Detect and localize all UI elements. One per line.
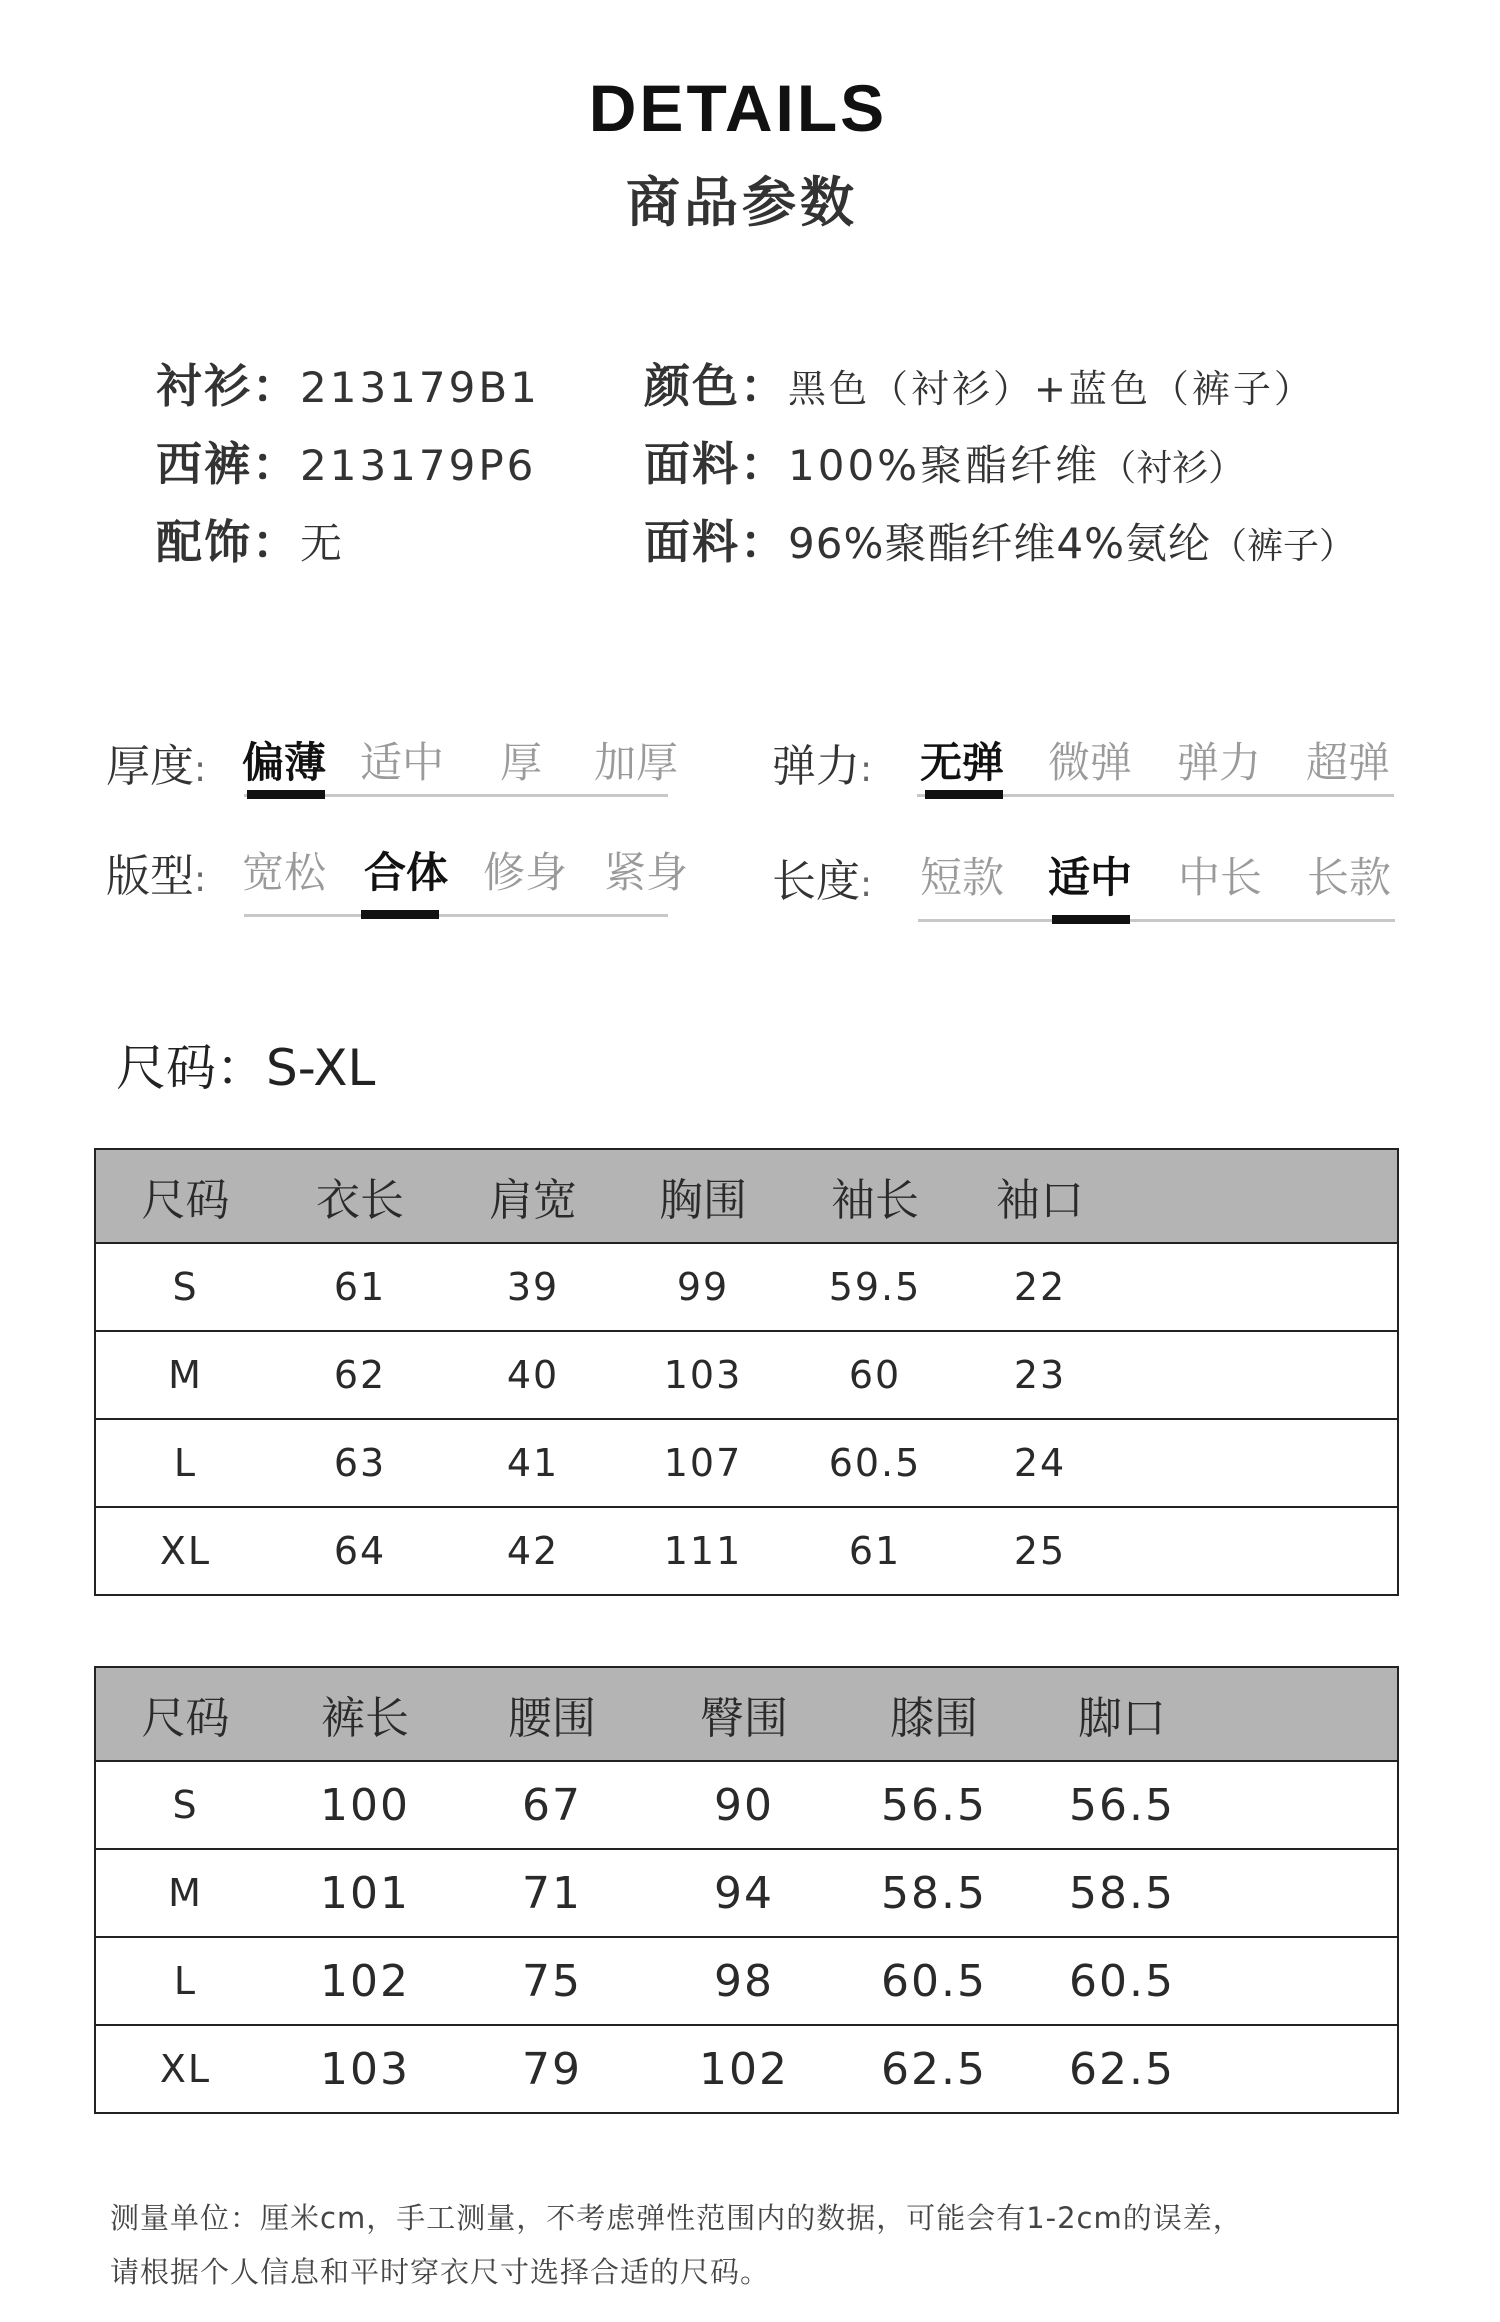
cell: 62.5: [1029, 2025, 1215, 2113]
elasticity-option-stretch: 弹力: [1176, 738, 1261, 787]
elasticity-option-slight: 微弹: [1047, 738, 1132, 787]
cell: 71: [455, 1849, 649, 1937]
table-header-row: [95, 1667, 1398, 1761]
attr-elasticity-label: 弹力:: [772, 741, 873, 792]
cell: 24: [965, 1419, 1115, 1507]
elasticity-option-none: 无弹: [919, 738, 1004, 787]
length-option-long: 长款: [1306, 853, 1391, 902]
cell: 103: [621, 1331, 785, 1419]
shirt-label: 衬衫：: [156, 359, 300, 413]
thickness-selected-marker: [247, 790, 325, 799]
header-cell: 肩宽: [445, 1149, 621, 1243]
cell: 22: [965, 1243, 1115, 1331]
attr-thickness-label: 厚度:: [106, 741, 207, 792]
cell: 41: [445, 1419, 621, 1507]
fabric-pants-note: （裤子）: [1210, 526, 1355, 567]
attr-fit: [106, 840, 706, 930]
cell: 25: [965, 1507, 1115, 1595]
cell-empty: [1215, 1937, 1398, 2025]
cell: 102: [649, 2025, 839, 2113]
fit-option-loose: 宽松: [241, 848, 326, 897]
cell: 107: [621, 1419, 785, 1507]
table-row: [95, 1849, 1398, 1937]
cell: 59.5: [785, 1243, 965, 1331]
header-cell-empty: [1215, 1667, 1398, 1761]
cell: 60: [785, 1331, 965, 1419]
cell-empty: [1215, 1761, 1398, 1849]
cell: 98: [649, 1937, 839, 2025]
header-cell: 脚口: [1029, 1667, 1215, 1761]
cell: L: [95, 1419, 275, 1507]
footnote-line-2: 请根据个人信息和平时穿衣尺寸选择合适的尺码。: [110, 2255, 771, 2289]
header-cell: 袖长: [785, 1149, 965, 1243]
cell: 39: [445, 1243, 621, 1331]
fabric-shirt-label: 面料：: [644, 437, 788, 491]
length-option-short: 短款: [919, 853, 1004, 902]
cell: XL: [95, 1507, 275, 1595]
cell: 90: [649, 1761, 839, 1849]
cell: 79: [455, 2025, 649, 2113]
pants-label: 西裤：: [156, 437, 300, 491]
fit-option-tight: 紧身: [603, 848, 688, 897]
cell: 67: [455, 1761, 649, 1849]
cell: 42: [445, 1507, 621, 1595]
cell-empty: [1115, 1243, 1398, 1331]
cell: 56.5: [839, 1761, 1029, 1849]
header-cell: 袖口: [965, 1149, 1115, 1243]
cell: 61: [785, 1507, 965, 1595]
cell: XL: [95, 2025, 275, 2113]
cell: S: [95, 1761, 275, 1849]
cell: 103: [275, 2025, 455, 2113]
fabric-pants-label: 面料：: [644, 515, 788, 569]
cell: 60.5: [785, 1419, 965, 1507]
cell: 40: [445, 1331, 621, 1419]
thickness-option-thin: 偏薄: [241, 738, 326, 787]
cell-empty: [1115, 1507, 1398, 1595]
cell: 101: [275, 1849, 455, 1937]
cell: 94: [649, 1849, 839, 1937]
table-header-row: [95, 1149, 1398, 1243]
pants-size-table: [94, 1666, 1399, 2114]
cell: 61: [275, 1243, 445, 1331]
cell: 60.5: [839, 1937, 1029, 2025]
footnote-line-1: 测量单位：厘米cm，手工测量，不考虑弹性范围内的数据，可能会有1-2cm的误差，: [110, 2201, 1243, 2235]
header-cell: 腰围: [455, 1667, 649, 1761]
cell: M: [95, 1849, 275, 1937]
fabric-pants-value: 96%聚酯纤维4%氨纶: [788, 519, 1211, 568]
table-row: [95, 1507, 1398, 1595]
cell: 111: [621, 1507, 785, 1595]
cell: 63: [275, 1419, 445, 1507]
header-cell: 臀围: [649, 1667, 839, 1761]
cell: 58.5: [1029, 1849, 1215, 1937]
length-option-mid-long: 中长: [1177, 853, 1262, 902]
thickness-option-thick: 厚: [499, 738, 542, 787]
table-row: [95, 1331, 1398, 1419]
length-selected-marker: [1052, 915, 1130, 924]
shirt-size-table: [94, 1148, 1399, 1596]
table-row: [95, 2025, 1398, 2113]
cell: 60.5: [1029, 1937, 1215, 2025]
accessory-value: 无: [300, 519, 346, 568]
cell: M: [95, 1331, 275, 1419]
color-label: 颜色：: [644, 359, 788, 413]
cell: 100: [275, 1761, 455, 1849]
cell: S: [95, 1243, 275, 1331]
cell: 102: [275, 1937, 455, 2025]
cell: 58.5: [839, 1849, 1029, 1937]
size-range: 尺码：S-XL: [116, 1039, 376, 1097]
fabric-shirt-row: [644, 428, 1244, 494]
cell-empty: [1215, 1849, 1398, 1937]
fit-selected-marker: [361, 910, 439, 919]
attr-elasticity: [772, 730, 1412, 820]
header-cell: 膝围: [839, 1667, 1029, 1761]
fit-track: [244, 914, 668, 917]
cell-empty: [1115, 1419, 1398, 1507]
cell-empty: [1115, 1331, 1398, 1419]
header-cell: 衣长: [275, 1149, 445, 1243]
accessory-label: 配饰：: [156, 515, 300, 569]
fit-option-slim: 修身: [482, 848, 567, 897]
accessory-row: [156, 506, 345, 572]
thickness-option-extra-thick: 加厚: [593, 738, 678, 787]
pants-code-row: [156, 428, 536, 494]
fabric-shirt-value: 100%聚酯纤维: [788, 441, 1101, 490]
page-title-en: DETAILS: [588, 71, 888, 145]
cell: L: [95, 1937, 275, 2025]
cell-empty: [1215, 2025, 1398, 2113]
cell: 56.5: [1029, 1761, 1215, 1849]
header-cell: 裤长: [275, 1667, 455, 1761]
shirt-code-row: [156, 350, 540, 416]
attr-length-label: 长度:: [772, 856, 873, 907]
attr-thickness: [106, 730, 706, 820]
cell: 62.5: [839, 2025, 1029, 2113]
elasticity-selected-marker: [925, 790, 1003, 799]
fit-option-regular: 合体: [363, 848, 448, 897]
header-cell: 尺码: [95, 1667, 275, 1761]
cell: 64: [275, 1507, 445, 1595]
cell: 75: [455, 1937, 649, 2025]
table-row: [95, 1419, 1398, 1507]
fabric-pants-row: [644, 506, 1355, 572]
header-cell-empty: [1115, 1149, 1398, 1243]
header-cell: 胸围: [621, 1149, 785, 1243]
table-row: [95, 1761, 1398, 1849]
table-row: [95, 1243, 1398, 1331]
page-title-cn: 商品参数: [626, 171, 858, 234]
attr-length: [772, 845, 1412, 935]
thickness-option-medium: 适中: [359, 738, 444, 787]
color-value: 黑色（衬衫）+蓝色（裤子）: [788, 367, 1315, 411]
cell: 23: [965, 1331, 1115, 1419]
attr-fit-label: 版型:: [106, 851, 207, 902]
table-row: [95, 1937, 1398, 2025]
length-track: [918, 919, 1395, 922]
color-row: [644, 350, 1315, 416]
header-cell: 尺码: [95, 1149, 275, 1243]
shirt-value: 213179B1: [300, 363, 540, 412]
cell: 62: [275, 1331, 445, 1419]
elasticity-option-super: 超弹: [1305, 738, 1390, 787]
fabric-shirt-note: （衬衫）: [1100, 448, 1245, 489]
pants-value: 213179P6: [300, 441, 537, 490]
length-option-regular: 适中: [1047, 853, 1132, 902]
cell: 99: [621, 1243, 785, 1331]
